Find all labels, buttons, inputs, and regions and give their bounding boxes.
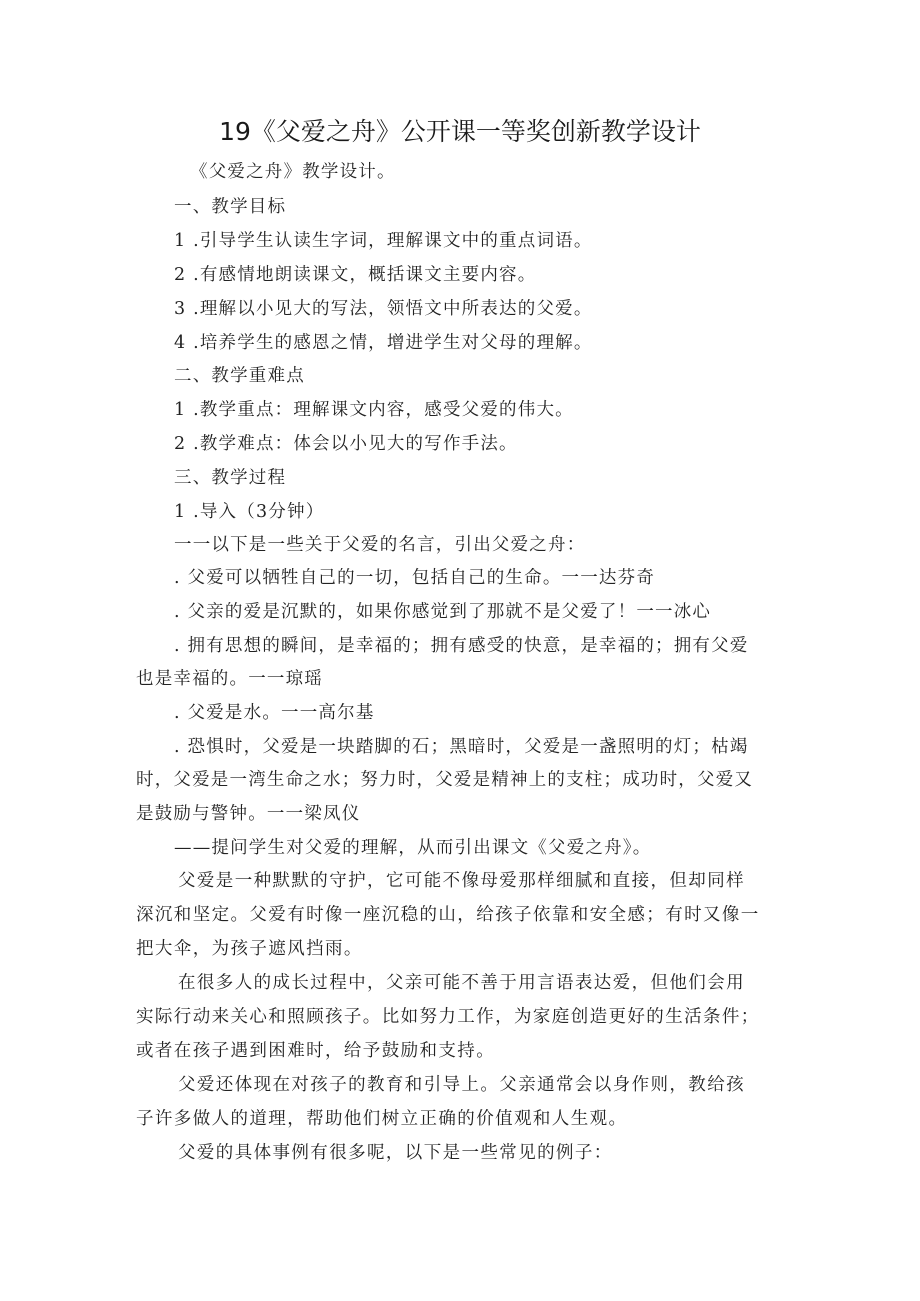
- section-heading-key-points: 二、教学重难点: [174, 366, 305, 386]
- paragraph-line: 子许多做人的道理，帮助他们树立正确的价值观和人生观。: [136, 1109, 628, 1129]
- paragraph-line: 把大伞，为孩子遮风挡雨。: [136, 939, 363, 959]
- quote-line-continuation: 也是幸福的。一一琼瑶: [136, 669, 323, 689]
- objective-item-1: 1 .引导学生认读生字词，理解课文中的重点词语。: [174, 231, 593, 251]
- objective-item-3: 3 .理解以小见大的写法，领悟文中所表达的父爱。: [174, 299, 593, 319]
- quote-line: . 恐惧时，父爱是一块踏脚的石；黑暗时，父爱是一盏照明的灯；枯竭: [174, 737, 749, 757]
- key-point-item-1: 1 .教学重点：理解课文内容，感受父爱的伟大。: [174, 400, 574, 420]
- quote-line: . 父亲的爱是沉默的，如果你感觉到了那就不是父爱了！一一冰心: [174, 602, 712, 622]
- objective-item-4: 4 .培养学生的感恩之情，增进学生对父母的理解。: [174, 333, 593, 353]
- section-heading-objectives: 一、教学目标: [174, 197, 287, 217]
- paragraph-line: 实际行动来关心和照顾孩子。比如努力工作，为家庭创造更好的生活条件；: [136, 1007, 760, 1027]
- paragraph-line: 在很多人的成长过程中，父亲可能不善于用言语表达爱，但他们会用: [178, 973, 745, 993]
- document-title: 19《父爱之舟》公开课一等奖创新教学设计: [219, 117, 701, 146]
- key-point-item-2: 2 .教学难点：体会以小见大的写作手法。: [174, 434, 518, 454]
- objective-item-2: 2 .有感情地朗读课文，概括课文主要内容。: [174, 265, 537, 285]
- paragraph-line: 父爱还体现在对孩子的教育和引导上。父亲通常会以身作则，教给孩: [178, 1075, 745, 1095]
- quote-line: . 父爱是水。一一高尔基: [174, 703, 375, 723]
- question-line: ——提问学生对父爱的理解，从而引出课文《父爱之舟》。: [174, 838, 652, 858]
- section-heading-process: 三、教学过程: [174, 468, 287, 488]
- subtitle-line: 《父爱之舟》教学设计。: [190, 162, 396, 182]
- quote-line-continuation: 时，父爱是一湾生命之水；努力时，父爱是精神上的支柱；成功时，父爱又: [136, 770, 754, 790]
- process-step-1: 1 .导入（3分钟）: [174, 502, 325, 522]
- quote-line: . 父爱可以牺牲自己的一切，包括自己的生命。一一达芬奇: [174, 568, 656, 588]
- quote-intro-line: 一一以下是一些关于父爱的名言，引出父爱之舟：: [174, 535, 586, 555]
- quote-line: . 拥有思想的瞬间，是幸福的；拥有感受的快意，是幸福的；拥有父爱: [174, 636, 749, 656]
- paragraph-line: 父爱的具体事例有很多呢，以下是一些常见的例子：: [178, 1143, 613, 1163]
- paragraph-line: 父爱是一种默默的守护，它可能不像母爱那样细腻和直接，但却同样: [178, 871, 745, 891]
- paragraph-line: 或者在孩子遇到困难时，给予鼓励和支持。: [136, 1041, 496, 1061]
- paragraph-line: 深沉和坚定。父爱有时像一座沉稳的山，给孩子依靠和安全感；有时又像一: [136, 905, 760, 925]
- quote-line-continuation: 是鼓励与警钟。一一梁凤仪: [136, 804, 361, 824]
